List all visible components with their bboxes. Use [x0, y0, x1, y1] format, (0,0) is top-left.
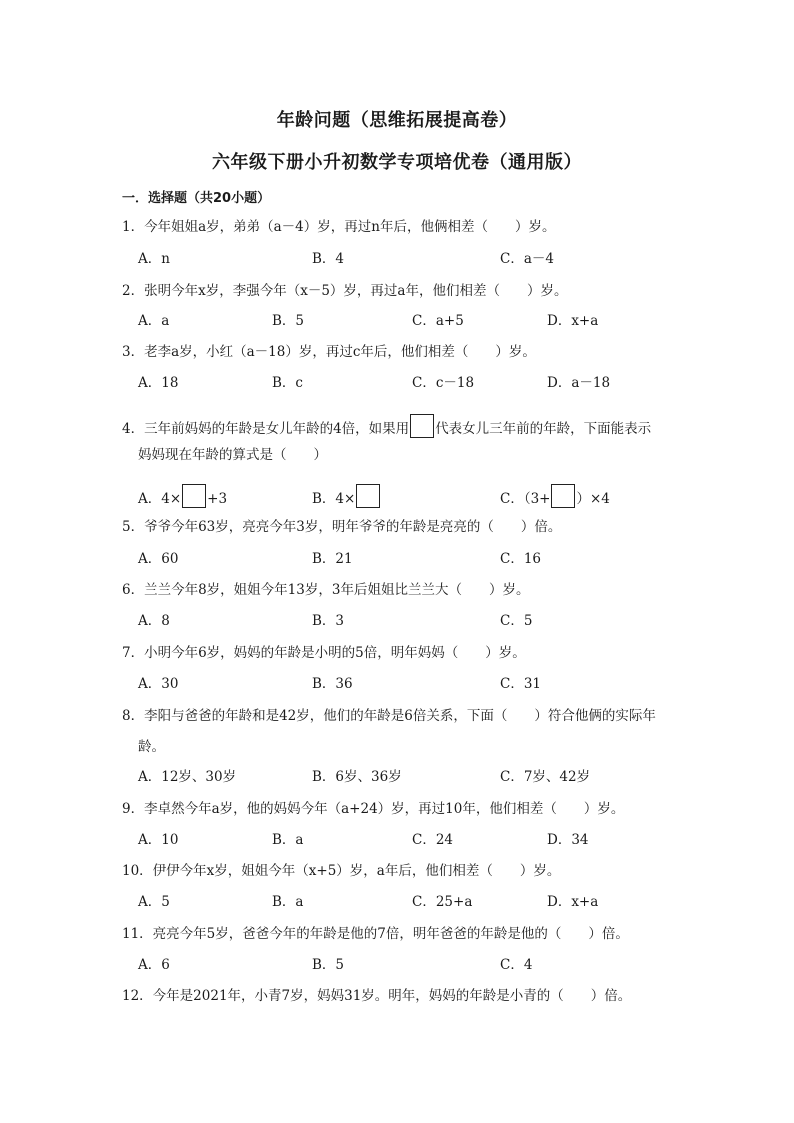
q3-option-a[interactable]: A．18 [138, 375, 179, 391]
q3-option-c[interactable]: C．c－18 [412, 375, 475, 391]
q5-option-a[interactable]: A．60 [138, 551, 179, 567]
q9-option-b[interactable]: B．a [272, 832, 304, 848]
q10-option-a[interactable]: A．5 [138, 894, 170, 910]
q3-option-b[interactable]: B．c [272, 375, 303, 391]
q11-option-a[interactable]: A．6 [138, 957, 170, 973]
question-6: 6．兰兰今年8岁，姐姐今年13岁，3年后姐姐比兰兰大（ ）岁。 [122, 582, 530, 598]
q1-option-a[interactable]: A．n [138, 251, 170, 267]
q4-option-a-suffix: +3 [207, 491, 228, 507]
q5-option-c[interactable]: C．16 [500, 551, 542, 567]
q9-option-a[interactable]: A．10 [138, 832, 179, 848]
q2-option-c[interactable]: C．a+5 [412, 313, 464, 329]
q4-option-c[interactable] [500, 484, 610, 508]
q7-option-c[interactable]: C．31 [500, 676, 542, 692]
q8-option-a[interactable]: A．12岁、30岁 [138, 769, 237, 785]
q2-option-a[interactable]: A．a [138, 313, 170, 329]
q1-option-b[interactable]: B．4 [312, 251, 345, 267]
question-3: 3．老李a岁，小红（a－18）岁，再过c年后，他们相差（ ）岁。 [122, 344, 536, 360]
q8-option-c[interactable]: C．7岁、42岁 [500, 769, 591, 785]
question-11: 11．亮亮今年5岁，爸爸今年的年龄是他的7倍，明年爸爸的年龄是他的（ ）倍。 [122, 926, 629, 942]
question-4 [122, 414, 651, 438]
q2-option-d[interactable]: D．x+a [547, 313, 599, 329]
q4-option-b-label: B．4× [312, 491, 356, 507]
q10-option-b[interactable]: B．a [272, 894, 304, 910]
q3-option-d[interactable]: D．a－18 [547, 375, 611, 391]
q6-option-b[interactable]: B．3 [312, 613, 345, 629]
q2-option-b[interactable]: B．5 [272, 313, 305, 329]
q10-option-d[interactable]: D．x+a [547, 894, 599, 910]
question-12: 12．今年是2021年，小青7岁，妈妈31岁。明年，妈妈的年龄是小青的（ ）倍。 [122, 988, 632, 1004]
question-4-continued: 妈妈现在年龄的算式是（ ） [138, 447, 327, 463]
q11-option-b[interactable]: B．5 [312, 957, 345, 973]
q7-option-a[interactable]: A．30 [138, 676, 179, 692]
q4-option-b[interactable] [312, 484, 381, 508]
q6-option-a[interactable]: A．8 [138, 613, 170, 629]
question-2: 2．张明今年x岁，李强今年（x－5）岁，再过a年，他们相差（ ）岁。 [122, 283, 568, 299]
q4-text-part2: 代表女儿三年前的年龄，下面能表示 [435, 421, 652, 437]
question-1: 1．今年姐姐a岁，弟弟（a－4）岁，再过n年后，他俩相差（ ）岁。 [122, 219, 556, 235]
blank-square-icon [551, 484, 575, 508]
q4-option-c-label: C．（3+ [500, 491, 551, 507]
question-8-continued: 龄。 [138, 739, 165, 755]
blank-square-icon [182, 484, 206, 508]
question-9: 9．李卓然今年a岁，他的妈妈今年（a+24）岁，再过10年，他们相差（ ）岁。 [122, 801, 625, 817]
q5-option-b[interactable]: B．21 [312, 551, 353, 567]
question-8: 8．李阳与爸爸的年龄和是42岁，他们的年龄是6倍关系，下面（ ）符合他俩的实际年 [122, 708, 656, 724]
blank-square-icon [410, 414, 434, 438]
question-10: 10．伊伊今年x岁，姐姐今年（x+5）岁，a年后，他们相差（ ）岁。 [122, 863, 561, 879]
blank-square-icon [356, 484, 380, 508]
q4-option-c-suffix: ）×4 [576, 491, 610, 507]
q4-option-a-label: A．4× [138, 491, 182, 507]
q9-option-d[interactable]: D．34 [547, 832, 589, 848]
q7-option-b[interactable]: B．36 [312, 676, 353, 692]
q4-text-part1: 4．三年前妈妈的年龄是女儿年龄的4倍，如果用 [122, 421, 410, 437]
q6-option-c[interactable]: C．5 [500, 613, 533, 629]
q8-option-b[interactable]: B．6岁、36岁 [312, 769, 402, 785]
page-subtitle: 六年级下册小升初数学专项培优卷（通用版） [212, 152, 582, 173]
q1-option-c[interactable]: C．a－4 [500, 251, 554, 267]
question-7: 7．小明今年6岁，妈妈的年龄是小明的5倍，明年妈妈（ ）岁。 [122, 645, 526, 661]
q4-option-a[interactable] [138, 484, 227, 508]
question-5: 5．爷爷今年63岁，亮亮今年3岁，明年爷爷的年龄是亮亮的（ ）倍。 [122, 519, 562, 535]
q10-option-c[interactable]: C．25+a [412, 894, 473, 910]
page-title: 年龄问题（思维拓展提高卷） [276, 110, 518, 131]
q9-option-c[interactable]: C．24 [412, 832, 454, 848]
q11-option-c[interactable]: C．4 [500, 957, 533, 973]
section-heading: 一．选择题（共20小题） [122, 191, 271, 206]
